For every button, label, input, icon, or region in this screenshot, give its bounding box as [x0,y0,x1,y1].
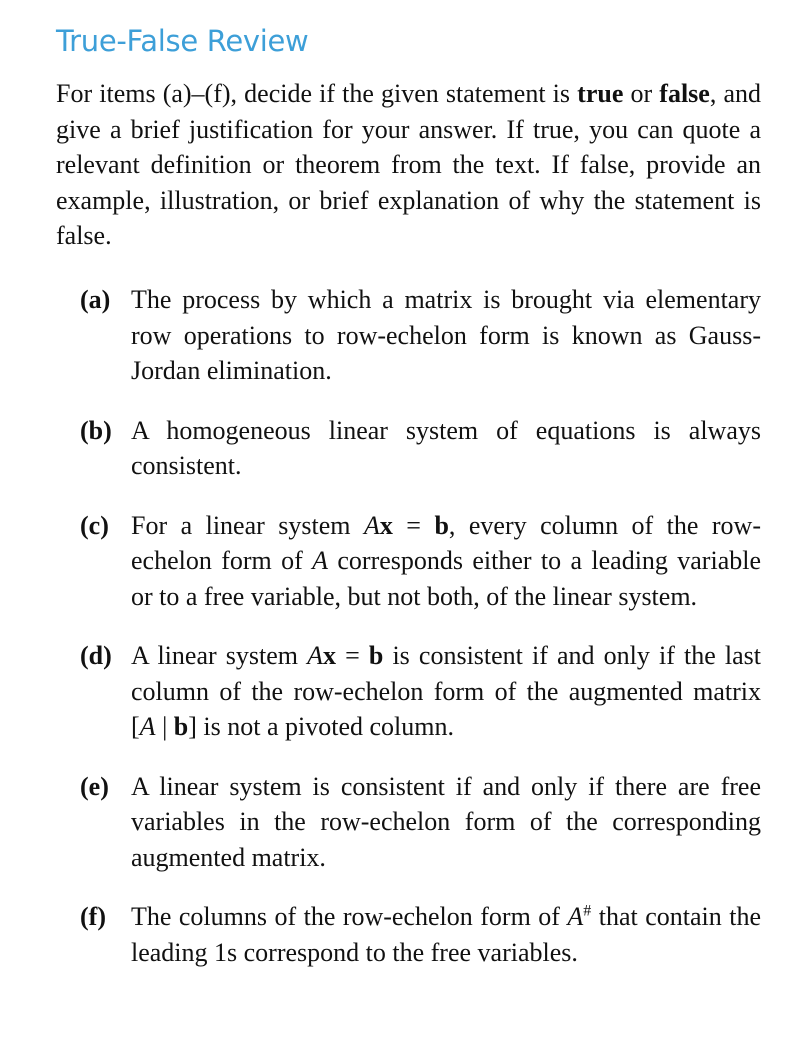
intro-true: true [577,79,624,108]
intro-text: , and give a brief justification for your answer. If true, you can quote a relevant definition or theorem from the text. If false, provide an example, illustration, or brief explanation of why the statement is false. [56,79,761,250]
statement-text: A linear system is consistent if and only if there are free variables in the row-echelon form of the corresponding augmented matrix. [131,771,761,872]
statement-text: For a linear system Ax = b, every column of the row-echelon form of A corresponds either to a leading variable or to a free variable, but not both, of the linear system. [131,510,761,611]
instructions-paragraph [56,76,761,254]
statement-text: A linear system Ax = b is consistent if and only if the last column of the row-echelon form of the augmented matrix [A | b] is not a pivoted column. [131,641,761,741]
intro-text: or [623,79,660,108]
statement-c [56,508,761,615]
statement-label: (a) [80,285,111,314]
statement-f [56,899,761,970]
statement-label: (c) [80,510,109,540]
statement-d [56,638,761,745]
statement-e [56,769,761,876]
statement-label: (f) [80,902,106,931]
section-title: True-False Review [56,24,309,58]
statement-label: (e) [80,771,109,801]
statement-label: (d) [80,641,112,670]
intro-text: For items (a)–(f), decide if the given statement is [56,79,578,108]
statement-text: A homogeneous linear system of equations is always consistent. [131,415,761,480]
statement-list [56,282,761,994]
statement-text: The columns of the row-echelon form of A# that contain the leading 1s correspond to the free variables. [131,902,761,967]
statement-text: The process by which a matrix is brought via elementary row operations to row-echelon form is known as Gauss-Jordan elimination. [131,285,761,385]
statement-b [56,413,761,484]
statement-label: (b) [80,415,112,445]
intro-false: false [659,79,710,108]
statement-a [56,282,761,389]
